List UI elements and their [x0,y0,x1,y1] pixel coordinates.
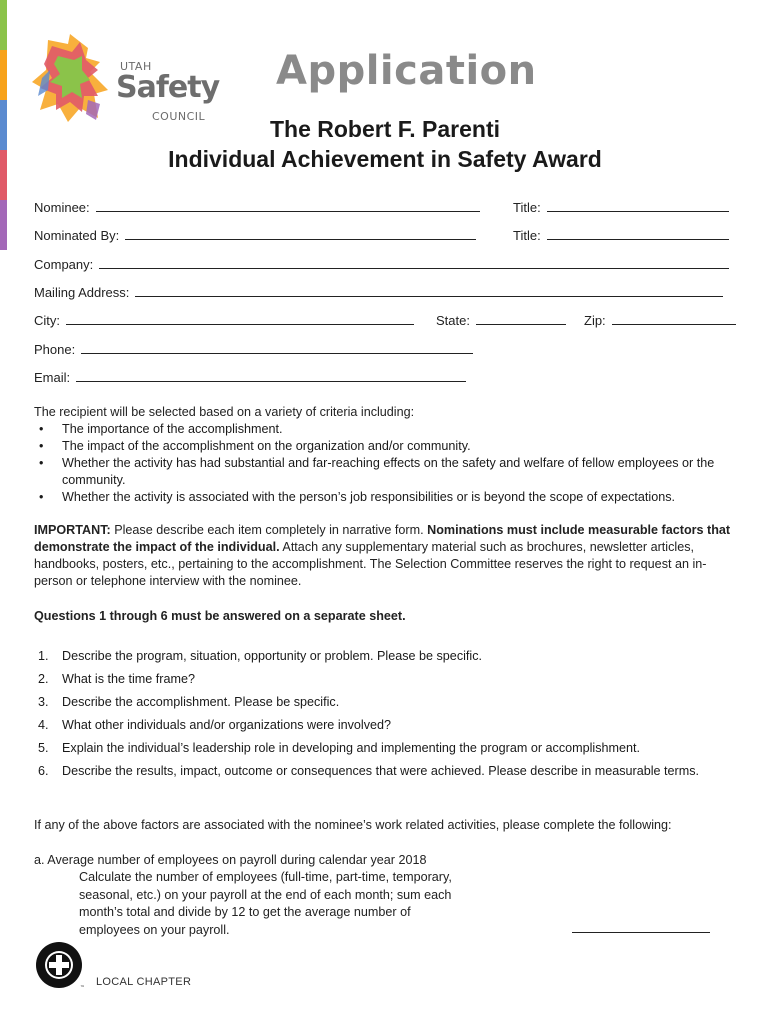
question-item [34,714,740,737]
phone-label: Phone: [34,342,76,357]
nominee-title-line[interactable] [547,200,729,212]
criteria-list [34,421,740,506]
state-line[interactable] [476,313,566,325]
zip-label: Zip: [584,313,606,328]
nominator-title-field[interactable] [513,228,729,243]
nominee-field[interactable] [34,200,480,215]
item-a-instructions [79,869,519,939]
city-line[interactable] [66,313,414,325]
question-text: Describe the results, impact, outcome or consequences that were achieved. Please describe in measurable terms. [62,764,699,778]
mailing-address-field[interactable] [34,285,723,300]
company-line[interactable] [99,257,729,269]
questions-list [34,645,740,783]
item-a-title: a. Average number of employees on payroll during calendar year 2018 [34,853,427,867]
mailing-address-line[interactable] [135,285,723,297]
phone-line[interactable] [81,342,473,354]
question-number: 4. [38,718,49,732]
important-note [34,522,740,590]
state-label: State: [436,313,470,328]
question-number: 6. [38,764,49,778]
utah-state-star-icon [28,30,118,128]
nominator-title-line[interactable] [547,228,729,240]
strip-green [0,0,7,50]
criteria-item: • Whether the activity has had substantial and far-reaching effects on the safety and welfare of fellow employees or the community. [34,455,740,489]
criteria-item: • The importance of the accomplishment. [34,421,740,438]
email-line[interactable] [76,370,466,382]
nominated-by-field[interactable] [34,228,476,243]
mailing-address-label: Mailing Address: [34,285,130,300]
question-item [34,645,740,668]
item-a-line: employees on your payroll. [79,922,230,937]
question-text: What other individuals and/or organizations were involved? [62,718,392,732]
followup-instruction: If any of the above factors are associated with the nominee’s work related activities, please complete the following: [34,818,672,832]
logo-safety-text: Safety [116,70,220,105]
city-field[interactable] [34,313,414,328]
question-number: 5. [38,741,49,755]
nominee-title-field[interactable] [513,200,729,215]
question-text: Describe the accomplishment. Please be specific. [62,695,340,709]
phone-field[interactable] [34,342,473,357]
logo-council-text: COUNCIL [152,110,206,123]
criteria-intro: The recipient will be selected based on a variety of criteria including: [34,405,415,419]
criteria-item: • The impact of the accomplishment on the organization and/or community. [34,438,740,455]
award-title-line2: Individual Achievement in Safety Award [168,146,602,172]
question-item [34,760,740,783]
city-label: City: [34,313,60,328]
question-item [34,668,740,691]
item-a-line: Calculate the number of employees (full-time, part-time, temporary, [79,870,452,884]
logo-utah-text: UTAH [120,60,152,73]
important-lead: IMPORTANT: [34,523,111,537]
question-item [34,691,740,714]
utah-safety-council-logo [28,30,228,130]
nominated-by-line[interactable] [125,228,476,240]
item-a-line: seasonal, etc.) on your payroll at the end of each month; sum each [79,887,452,902]
zip-line[interactable] [612,313,736,325]
nominee-line[interactable] [96,200,480,212]
question-text: Explain the individual’s leadership role in developing and implementing the program or accomplishment. [62,741,641,755]
company-label: Company: [34,257,94,272]
question-number: 3. [38,695,49,709]
question-text: Describe the program, situation, opportunity or problem. Please be specific. [62,649,483,663]
company-field[interactable] [34,257,729,272]
important-bold: Nominations must include measurable factors that demonstrate the impact of the individual. [34,523,731,554]
important-text-2: Attach any supplementary material such as brochures, newsletter articles, handbooks, posters, etc., pertaining to the accomplishment. The Selection Committee reserves the right to request an in-person or telephone interview with the nominee. [34,540,707,588]
nominator-title-label: Title: [513,228,541,243]
question-item [34,737,740,760]
nominated-by-label: Nominated By: [34,228,120,243]
strip-purple [0,200,7,250]
nominee-label: Nominee: [34,200,90,215]
question-number: 2. [38,672,49,686]
national-safety-council-seal-icon [34,940,84,990]
zip-field[interactable] [584,313,736,328]
award-title-line1: The Robert F. Parenti [269,116,501,142]
question-text: What is the time frame? [62,672,195,686]
local-chapter-label: LOCAL CHAPTER [96,976,192,988]
questions-heading: Questions 1 through 6 must be answered on a separate sheet. [34,609,406,623]
average-employees-line[interactable] [572,932,710,933]
state-field[interactable] [436,313,566,328]
question-number: 1. [38,649,49,663]
strip-orange [0,50,7,100]
criteria-item: • Whether the activity is associated with the person’s job responsibilities or is beyond the scope of expectations. [34,489,740,506]
nominee-title-label: Title: [513,200,541,215]
email-label: Email: [34,370,71,385]
item-a-line: month’s total and divide by 12 to get the average number of [79,905,411,919]
page-title: Application [276,48,537,94]
svg-text:™: ™ [80,985,85,991]
email-field[interactable] [34,370,466,385]
important-text-1: Please describe each item completely in narrative form. [110,523,428,537]
